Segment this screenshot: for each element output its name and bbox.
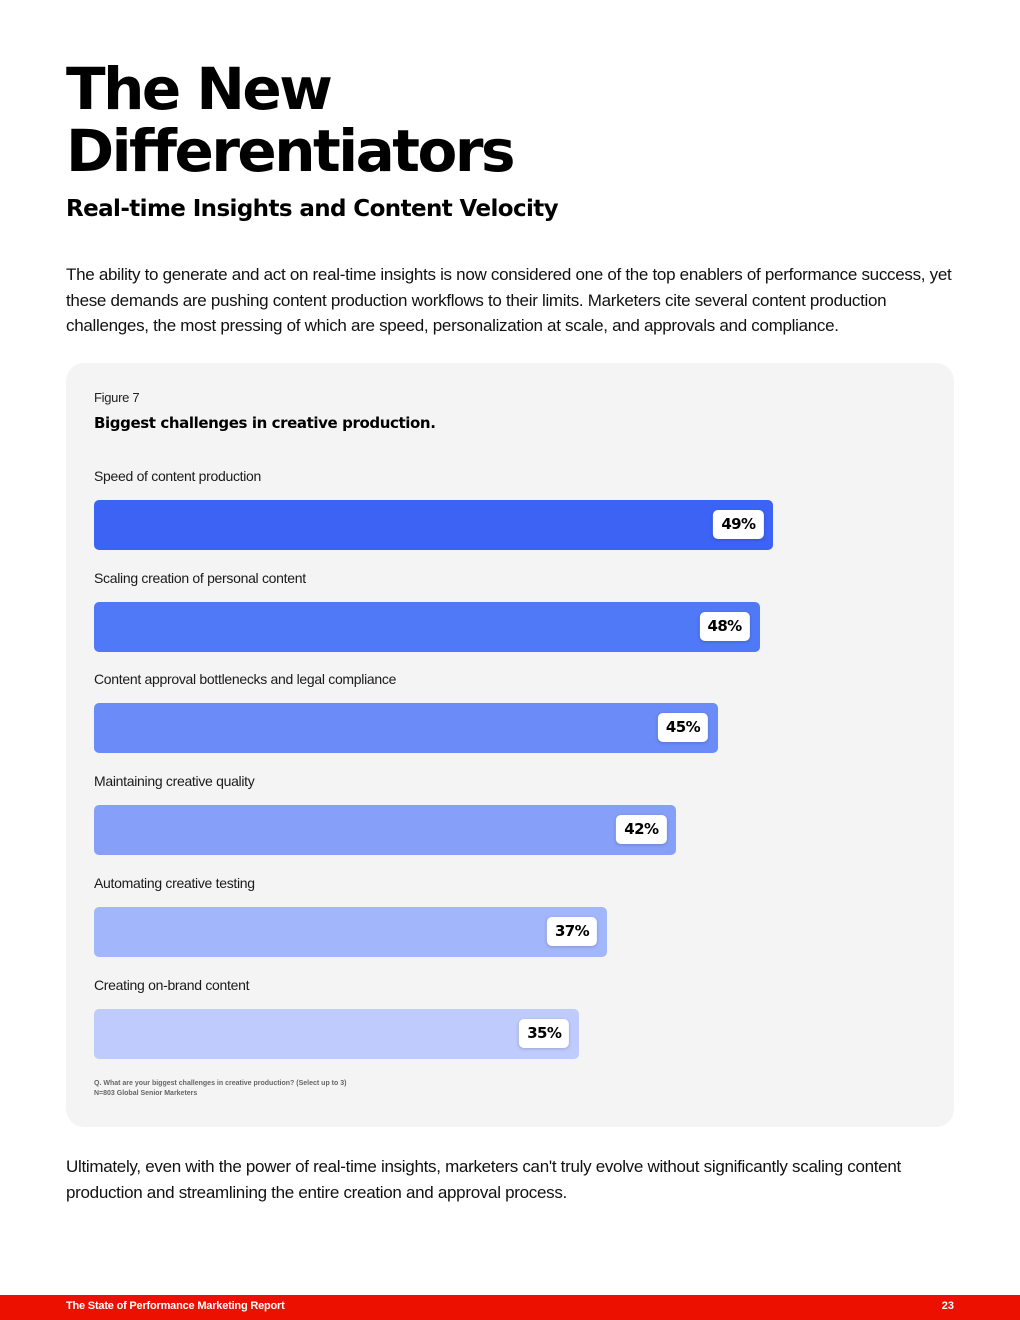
chart-row (94, 671, 926, 761)
figure-label: Figure 7 (94, 390, 140, 405)
chart-row (94, 875, 926, 965)
bar-category-label: Creating on-brand content (94, 976, 250, 993)
footnote-question: Q. What are your biggest challenges in creative production? (Select up to 3) (94, 1080, 347, 1087)
bar (94, 703, 718, 753)
page-subtitle: Real-time Insights and Content Velocity (66, 196, 559, 222)
bar-category-label: Speed of content production (94, 468, 262, 484)
bar-value-label: 48% (699, 612, 749, 641)
bar-category-label: Content approval bottlenecks and legal compliance (94, 671, 397, 688)
chart-row (94, 773, 926, 863)
chart-title: Biggest challenges in creative production. (94, 414, 436, 432)
bar-category-label: Maintaining creative quality (94, 773, 255, 790)
chart-row (94, 570, 926, 660)
bar (94, 805, 676, 855)
bar (94, 602, 760, 652)
figure-panel (66, 363, 954, 1127)
chart-row (94, 977, 926, 1067)
bar-value-label: 42% (616, 815, 666, 844)
page-number: 23 (941, 1300, 954, 1312)
bar-chart (94, 468, 926, 1068)
bar-value-label: 35% (519, 1019, 569, 1048)
closing-paragraph: Ultimately, even with the power of real-time insights, marketers can't truly evolve without significantly scaling content production and streamlining the entire creation and approval process. (66, 1157, 901, 1202)
chart-footnote (94, 1079, 346, 1099)
bar (94, 500, 773, 550)
bar-value-label: 45% (658, 713, 708, 742)
bar-category-label: Automating creative testing (94, 874, 255, 891)
footnote-sample: N=803 Global Senior Marketers (94, 1090, 198, 1097)
bar-category-label: Scaling creation of personal content (94, 569, 306, 586)
footer-report-title: The State of Performance Marketing Report (66, 1300, 285, 1312)
bar (94, 907, 607, 957)
bar-value-label: 49% (713, 510, 763, 539)
bar-value-label: 37% (547, 917, 597, 946)
chart-row (94, 468, 926, 558)
intro-paragraph: The ability to generate and act on real-time insights is now considered one of the top enablers of performance success, yet these demands are pushing content production workflows to their limits. Marketers cite several content production challenges, the most pressing of which are speed, personalization at scale, and approvals and compliance. (66, 265, 952, 335)
page-title: The New Differentiators (66, 55, 514, 185)
bar (94, 1009, 579, 1059)
footer-bar (0, 1295, 1020, 1320)
